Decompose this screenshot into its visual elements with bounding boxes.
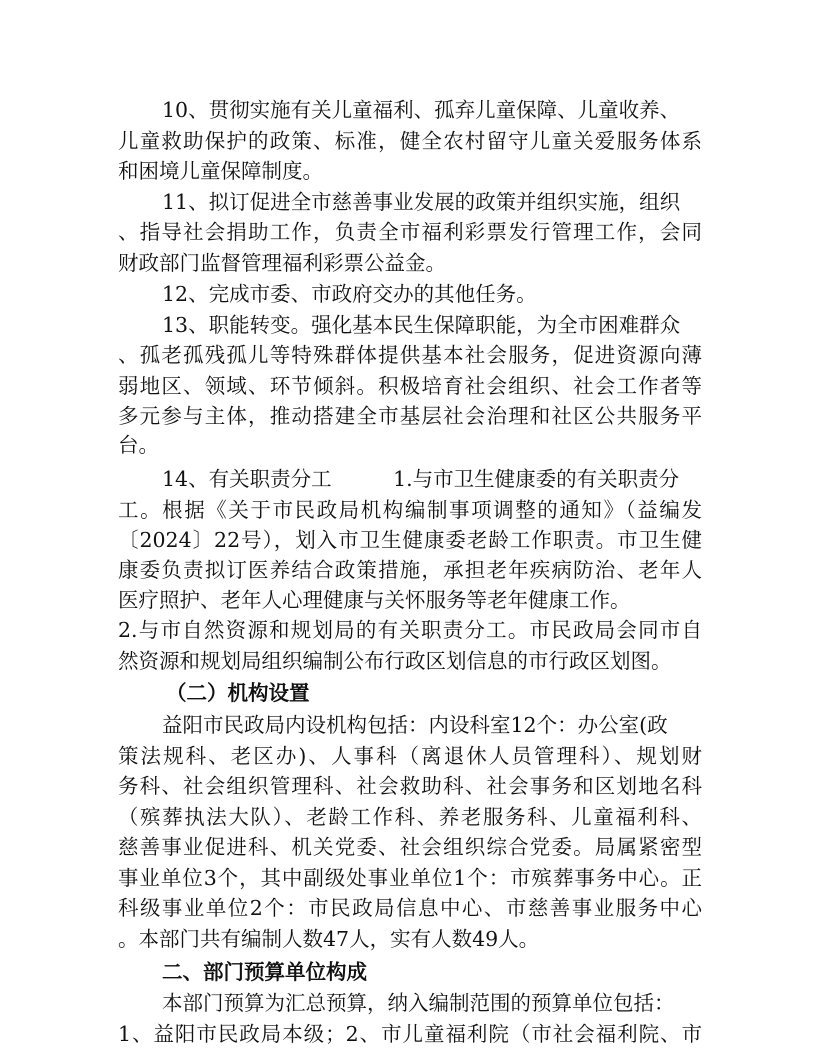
paragraph-line: 2.与市自然资源和规划局的有关职责分工。市民政局会同市自 — [118, 618, 702, 642]
paragraph-line: 策法规科、老区办)、人事科（离退休人员管理科）、规划财 — [118, 744, 702, 768]
paragraph-line: 财政部门监督管理福利彩票公益金。 — [118, 251, 446, 275]
paragraph-line: 台。 — [118, 433, 159, 457]
paragraph-line: 、孤老孤残孤儿等特殊群体提供基本社会服务，促进资源向薄 — [118, 343, 702, 367]
paragraph-line: 益阳市民政局内设机构包括：内设科室12个：办公室(政 — [162, 713, 668, 737]
paragraph-line: 、指导社会捐助工作，负责全市福利彩票发行管理工作，会同 — [118, 220, 702, 244]
paragraph-line: 然资源和规划局组织编制公布行政区划信息的市行政区划图。 — [118, 649, 672, 673]
paragraph-line: 本部门预算为汇总预算，纳入编制范围的预算单位包括： — [162, 991, 675, 1015]
paragraph-line: 工。根据《关于市民政局机构编制事项调整的通知》（益编发 — [118, 498, 702, 522]
paragraph-line: 康委负责拟订医养结合政策措施，承担老年疾病防治、老年人 — [118, 558, 702, 582]
paragraph-line: 科级事业单位2个：市民政局信息中心、市慈善事业服务中心 — [118, 896, 702, 920]
paragraph-line: 慈善事业促进科、机关党委、社会组织综合党委。局属紧密型 — [118, 835, 702, 859]
paragraph-line: 和困境儿童保障制度。 — [118, 159, 323, 183]
paragraph-line: 医疗照护、老年人心理健康与关怀服务等老年健康工作。 — [118, 588, 631, 612]
paragraph-line: 事业单位3个，其中副级处事业单位1个：市殡葬事务中心。正 — [118, 866, 702, 890]
paragraph-line: 11、拟订促进全市慈善事业发展的政策并组织实施，组织 — [162, 190, 681, 214]
paragraph-line: （殡葬执法大队）、老龄工作科、养老服务科、儿童福利科、 — [118, 805, 702, 829]
paragraph-line: 多元参与主体，推动搭建全市基层社会治理和社区公共服务平 — [118, 404, 702, 428]
paragraph-line: 14、有关职责分工 1.与市卫生健康委的有关职责分 — [162, 467, 680, 491]
paragraph-line: 务科、社会组织管理科、社会救助科、社会事务和区划地名科 — [118, 774, 702, 798]
paragraph-line: 12、完成市委、市政府交办的其他任务。 — [162, 282, 537, 306]
section-heading-budget-units: 二、部门预算单位构成 — [162, 960, 367, 984]
paragraph-line: 儿童救助保护的政策、标准，健全农村留守儿童关爱服务体系 — [118, 129, 702, 153]
paragraph-line: 〔2024〕22号），划入市卫生健康委老龄工作职责。市卫生健 — [118, 528, 702, 552]
paragraph-line: 1、益阳市民政局本级；2、市儿童福利院（市社会福利院、市 — [118, 1022, 702, 1046]
paragraph-line: 弱地区、领域、环节倾斜。积极培育社会组织、社会工作者等 — [118, 374, 702, 398]
section-heading-org-setup: （二）机构设置 — [166, 681, 310, 705]
paragraph-line: 。本部门共有编制人数47人，实有人数49人。 — [118, 927, 540, 951]
paragraph-line: 13、职能转变。强化基本民生保障职能，为全市困难群众 — [162, 313, 681, 337]
paragraph-line: 10、贯彻实施有关儿童福利、孤弃儿童保障、儿童收养、 — [162, 98, 681, 122]
